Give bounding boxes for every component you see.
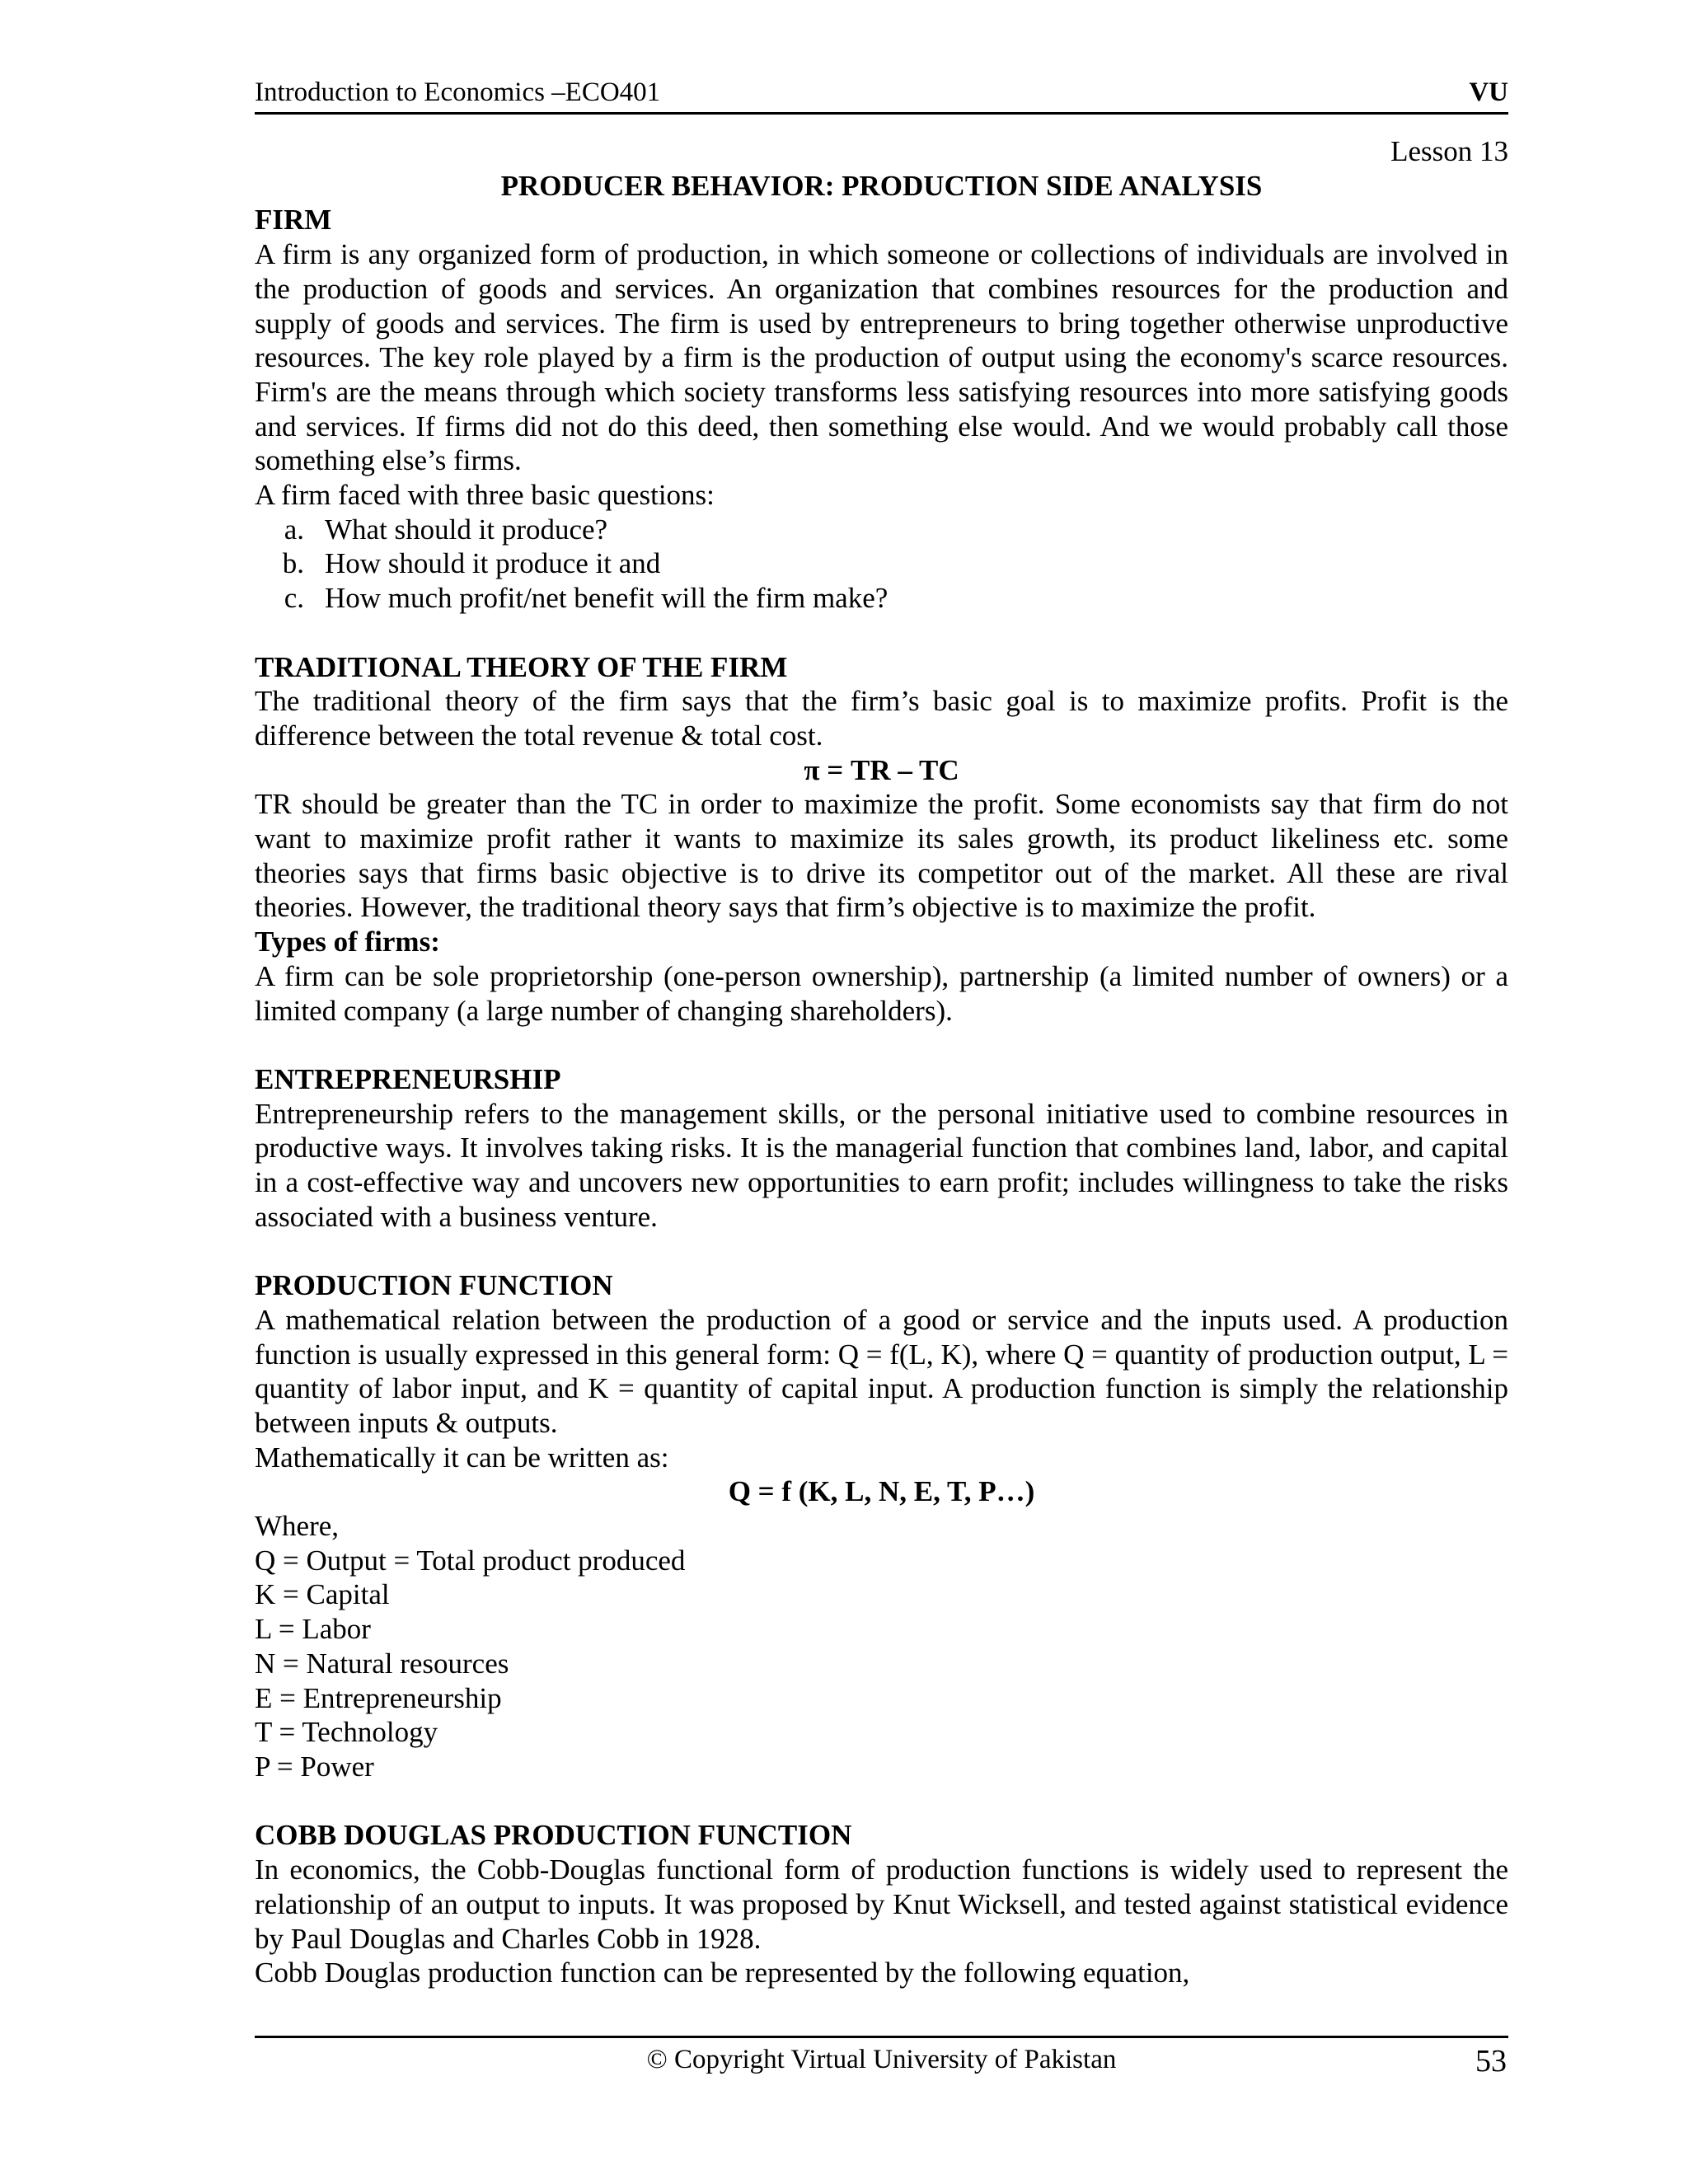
cobb-douglas-equation-intro: Cobb Douglas production function can be represented by the following equation,	[255, 1957, 1190, 1990]
definition-line: T = Technology	[255, 1716, 438, 1749]
list-marker: c.	[284, 582, 304, 615]
traditional-theory-paragraph: The traditional theory of the firm says that the firm’s basic goal is to maximize profits. Profit is the difference between the total revenue & total cost.	[255, 685, 1508, 752]
list-item	[255, 546, 1508, 581]
variable-definitions	[255, 1544, 1508, 1784]
list-item-text: How much profit/net benefit will the firm make?	[325, 582, 889, 615]
math-intro: Mathematically it can be written as:	[255, 1441, 669, 1474]
list-item	[255, 513, 1508, 547]
list-item	[255, 581, 1508, 616]
types-of-firms-heading: Types of firms:	[255, 926, 440, 958]
types-of-firms-paragraph: A firm can be sole proprietorship (one-person ownership), partnership (a limited number of owners) or a limited company (a large number of changing shareholders).	[255, 959, 1508, 1027]
definition-line: K = Capital	[255, 1578, 390, 1611]
page-header	[255, 76, 1508, 115]
copyright-text: © Copyright Virtual University of Pakistan	[646, 2045, 1117, 2074]
definition-line: N = Natural resources	[255, 1647, 509, 1680]
definition-line: Q = Output = Total product produced	[255, 1544, 686, 1577]
production-function-paragraph: A mathematical relation between the production of a good or service and the inputs used. A production function is usually expressed in this general form: Q = f(L, K), where Q = quantity of production output, L = quantity of labor input, and K = quantity of capital input. A production function is simply the relationship between inputs & outputs.	[255, 1303, 1508, 1439]
course-title: Introduction to Economics –ECO401	[255, 77, 661, 107]
document-page	[255, 76, 1508, 1990]
entrepreneurship-heading: ENTREPRENEURSHIP	[255, 1062, 561, 1095]
cobb-douglas-heading: COBB DOUGLAS PRODUCTION FUNCTION	[255, 1819, 852, 1852]
definition-line: P = Power	[255, 1750, 374, 1783]
where-label: Where,	[255, 1510, 340, 1543]
production-function-heading: PRODUCTION FUNCTION	[255, 1269, 613, 1302]
entrepreneurship-paragraph: Entrepreneurship refers to the management skills, or the personal initiative used to combine resources in productive ways. It involves taking risks. It is the managerial function that combines land, labor, and capital in a cost-effective way and uncovers new opportunities to earn profit; includes willingness to take the risks associated with a business venture.	[255, 1097, 1508, 1233]
firm-heading: FIRM	[255, 204, 332, 237]
list-marker: a.	[284, 513, 304, 546]
list-marker: b.	[282, 547, 304, 580]
page-title: PRODUCER BEHAVIOR: PRODUCTION SIDE ANALYSIS	[500, 169, 1263, 202]
definition-line: L = Labor	[255, 1613, 371, 1646]
lesson-number: Lesson 13	[1390, 135, 1508, 167]
profit-equation: π = TR – TC	[804, 753, 959, 786]
definition-line: E = Entrepreneurship	[255, 1681, 502, 1714]
brand-label: VU	[1469, 77, 1508, 107]
list-item-text: How should it produce it and	[325, 547, 661, 580]
production-equation: Q = f (K, L, N, E, T, P…)	[728, 1475, 1035, 1508]
firm-paragraph: A firm is any organized form of production, in which someone or collections of individuals are involved in the production of goods and services. An organization that combines resources for the production and supply of goods and services. The firm is used by entrepreneurs to bring together otherwise unproductive resources. The key role played by a firm is the production of output using the economy's scarce resources. Firm's are the means through which society transforms less satisfying resources into more satisfying goods and services. If firms did not do this deed, then something else would. And we would probably call those something else’s firms.	[255, 238, 1508, 477]
list-item-text: What should it produce?	[325, 513, 608, 546]
page-footer	[255, 2036, 1508, 2084]
page-number: 53	[1475, 2044, 1507, 2079]
firm-questions-intro: A firm faced with three basic questions:	[255, 479, 715, 512]
traditional-theory-heading: TRADITIONAL THEORY OF THE FIRM	[255, 650, 788, 683]
traditional-theory-paragraph-2: TR should be greater than the TC in order to maximize the profit. Some economists say that firm do not want to maximize profit rather it wants to maximize its sales growth, its product likeliness etc. some theories says that firms basic objective is to drive its competitor out of the market. All these are rival theories. However, the traditional theory says that firm’s objective is to maximize the profit.	[255, 788, 1508, 924]
cobb-douglas-paragraph: In economics, the Cobb-Douglas functional form of production functions is widely used to represent the relationship of an output to inputs. It was proposed by Knut Wicksell, and tested against statistical evidence by Paul Douglas and Charles Cobb in 1928.	[255, 1854, 1508, 1955]
firm-questions-list	[255, 513, 1508, 616]
